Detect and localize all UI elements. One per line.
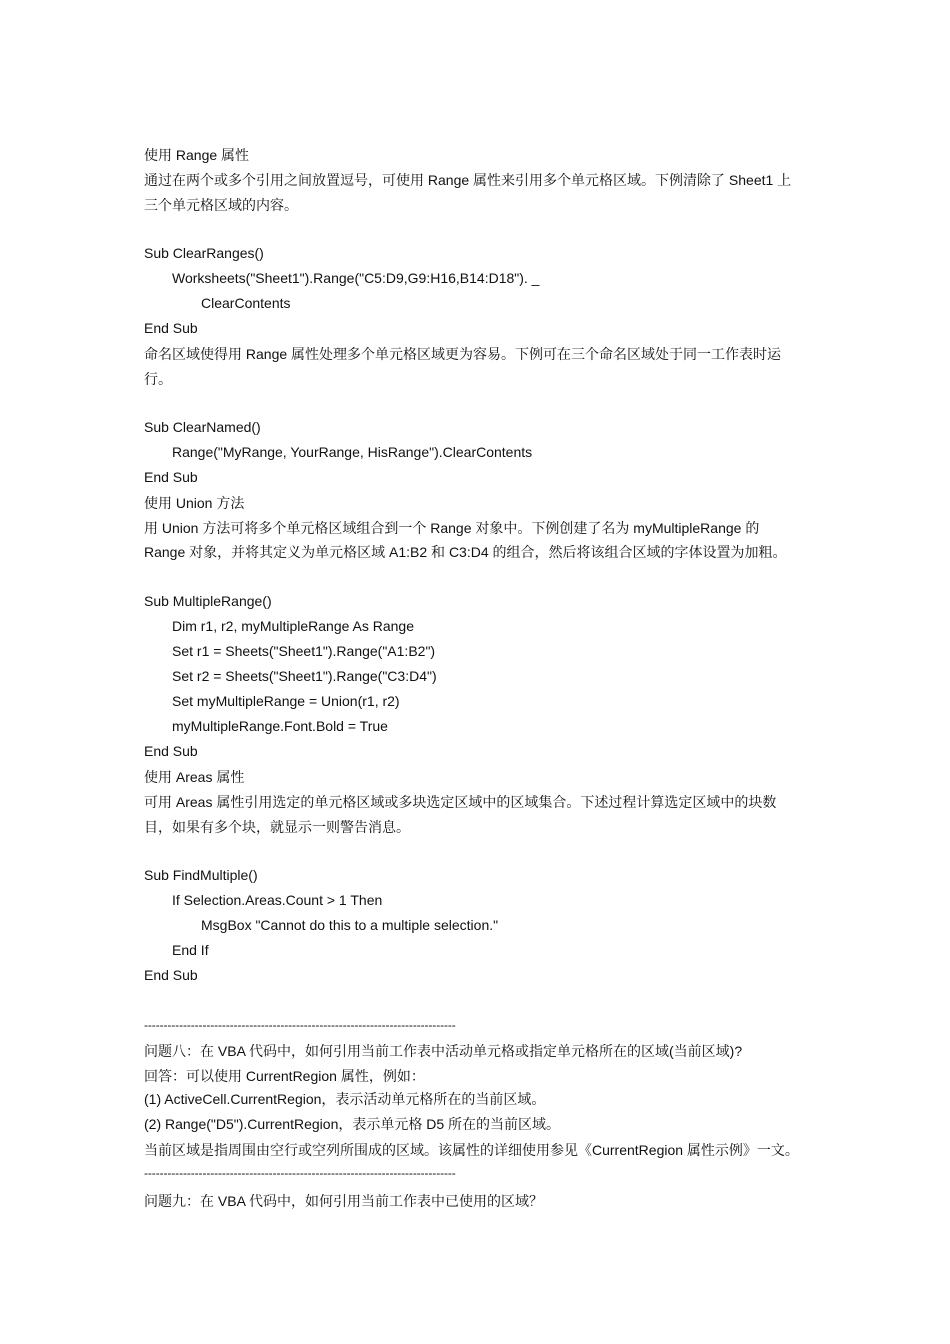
paragraph-line: 通过在两个或多个引用之间放置逗号，可使用 Range 属性来引用多个单元格区域。下例清除了 Sheet1 上 [144, 172, 792, 188]
paragraph-line: 用 Union 方法可将多个单元格区域组合到一个 Range 对象中。下例创建了名为 myMultipleRange 的 [144, 520, 760, 536]
code-line: If Selection.Areas.Count > 1 Then [172, 892, 383, 908]
code-line: myMultipleRange.Font.Bold = True [172, 718, 388, 734]
separator-line: -------------------------------------------------------------------------------- [144, 1018, 456, 1032]
code-line: End Sub [144, 320, 198, 336]
paragraph-line: 三个单元格区域的内容。 [144, 197, 298, 213]
code-line: Sub ClearRanges() [144, 245, 264, 261]
code-line: Set r1 = Sheets("Sheet1").Range("A1:B2") [172, 643, 436, 659]
code-line: Sub ClearNamed() [144, 419, 261, 435]
question-nine: 问题九：在 VBA 代码中，如何引用当前工作表中已使用的区域？ [144, 1193, 544, 1209]
code-line: Sub FindMultiple() [144, 867, 258, 883]
code-line: Set r2 = Sheets("Sheet1").Range("C3:D4") [172, 668, 437, 684]
code-line: Dim r1, r2, myMultipleRange As Range [172, 618, 414, 634]
separator-line: -------------------------------------------------------------------------------- [144, 1166, 456, 1180]
code-line: MsgBox "Cannot do this to a multiple selection." [201, 917, 499, 933]
code-line: Range("MyRange, YourRange, HisRange").ClearContents [172, 444, 533, 460]
code-line: ClearContents [201, 295, 291, 311]
paragraph-line: 行。 [144, 371, 172, 387]
paragraph-line: 命名区域使得用 Range 属性处理多个单元格区域更为容易。下例可在三个命名区域处于同一工作表时运 [144, 346, 782, 362]
paragraph-line: 可用 Areas 属性引用选定的单元格区域或多块选定区域中的区域集合。下述过程计算选定区域中的块数 [144, 794, 777, 810]
paragraph-line: 目，如果有多个块，就显示一则警告消息。 [144, 819, 410, 835]
paragraph-line: Range 对象，并将其定义为单元格区域 A1:B2 和 C3:D4 的组合，然后将该组合区域的字体设置为加粗。 [144, 544, 787, 560]
code-line: End Sub [144, 469, 198, 485]
code-line: Set myMultipleRange = Union(r1, r2) [172, 693, 400, 709]
heading-areas-property: 使用 Areas 属性 [144, 769, 245, 785]
question-eight: 问题八：在 VBA 代码中，如何引用当前工作表中活动单元格或指定单元格所在的区域(当前区域)? [144, 1043, 743, 1059]
code-line: Sub MultipleRange() [144, 593, 272, 609]
answer-line: (2) Range("D5").CurrentRegion，表示单元格 D5 所在的当前区域。 [144, 1116, 561, 1132]
code-line: End Sub [144, 967, 198, 983]
code-line: End If [172, 942, 209, 958]
heading-range-property: 使用 Range 属性 [144, 147, 250, 163]
answer-line: 当前区域是指周围由空行或空列所围成的区域。该属性的详细使用参见《CurrentRegion 属性示例》一文。 [144, 1142, 799, 1158]
code-line: Worksheets("Sheet1").Range("C5:D9,G9:H16,B14:D18"). _ [172, 270, 540, 286]
answer-line: 回答：可以使用 CurrentRegion 属性，例如： [144, 1068, 425, 1084]
heading-union-method: 使用 Union 方法 [144, 495, 245, 511]
answer-line: (1) ActiveCell.CurrentRegion，表示活动单元格所在的当前区域。 [144, 1091, 546, 1107]
code-line: End Sub [144, 743, 198, 759]
